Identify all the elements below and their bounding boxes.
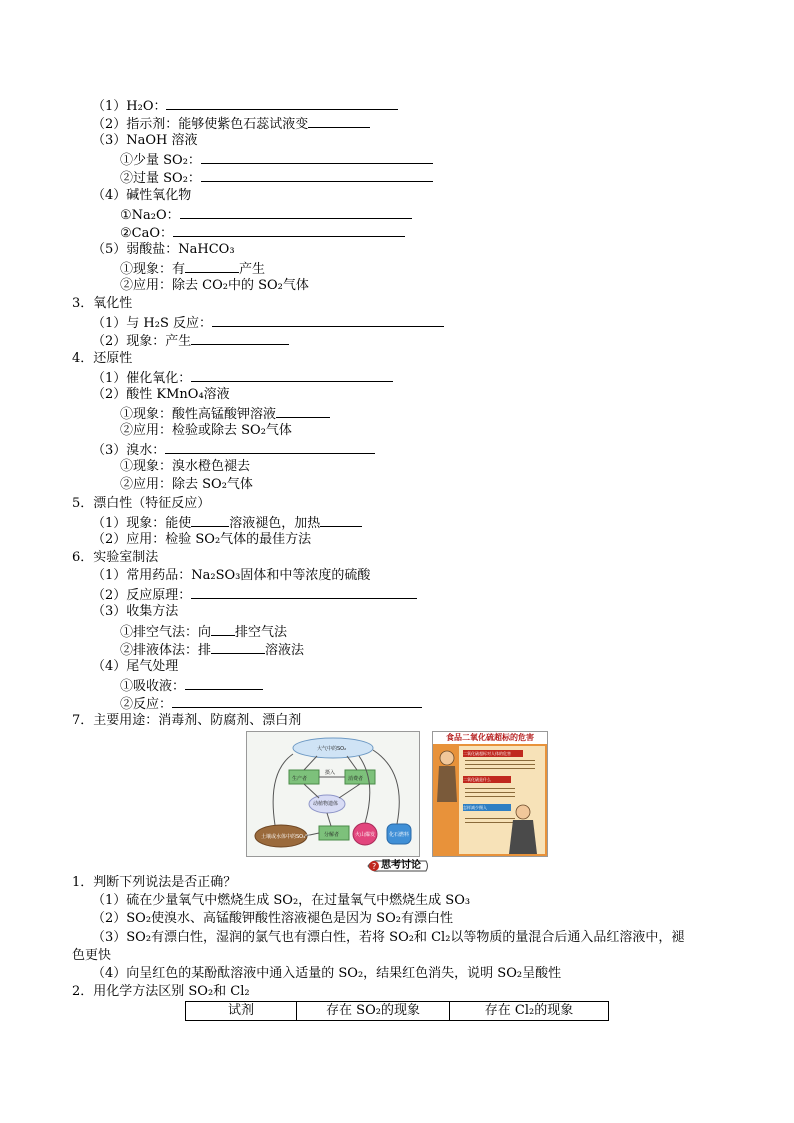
answer-blank[interactable] (191, 368, 393, 382)
answer-blank[interactable] (191, 331, 289, 345)
s4-2-line: （2）酸性 KMnO₄溶液 (92, 387, 230, 402)
table-header-cell: 存在 Cl₂的现象 (450, 1002, 609, 1021)
table-header-row (186, 1002, 609, 1021)
s3-2-line: （2）现象：产生 (92, 331, 289, 348)
naoh-b-line: ②过量 SO₂： (120, 168, 433, 185)
answer-blank[interactable] (173, 223, 405, 237)
section-3-heading: 3．氧化性 (72, 296, 133, 311)
answer-blank[interactable] (212, 313, 444, 327)
weak-salt-line: （5）弱酸盐：NaHCO₃ (92, 242, 235, 257)
q1-3: （3）SO₂有漂白性，湿润的氯气也有漂白性，若将 SO₂和 Cl₂以等物质的量混合后通入品红溶液中，褪 (92, 930, 685, 945)
svg-text:?: ? (372, 862, 377, 871)
table-header-cell: 存在 SO₂的现象 (297, 1002, 450, 1021)
consumer-label: 消费者 (348, 776, 364, 782)
q1-3-cont: 色更快 (72, 948, 112, 963)
q1-2: （2）SO₂使溴水、高锰酸钾酸性溶液褪色是因为 SO₂有漂白性 (92, 911, 453, 926)
distinguish-table (185, 1001, 609, 1021)
sulfur-cycle-figure (246, 731, 420, 857)
volcano-label: 火山爆发 (355, 832, 376, 838)
naoh-a-line: ①少量 SO₂： (120, 150, 433, 167)
sulfur-dioxide-poster (432, 731, 548, 857)
s6-2-line: （2）反应原理： (92, 585, 417, 602)
answer-blank[interactable] (166, 96, 398, 110)
naoh-line: （3）NaOH 溶液 (92, 133, 198, 148)
s6-4-line: （4）尾气处理 (92, 659, 179, 674)
sulfur-cycle-diagram (247, 732, 419, 856)
answer-blank[interactable] (185, 676, 263, 690)
q1-heading: 1．判断下列说法是否正确？ (72, 875, 237, 890)
weak-a-line: ①现象：有 产生 (120, 259, 265, 276)
answer-blank[interactable] (191, 513, 229, 527)
s6-4a-line: ①吸收液： (120, 676, 263, 693)
cao-line: ②CaO： (120, 223, 405, 240)
section-7-heading: 7．主要用途：消毒剂、防腐剂、漂白剂 (72, 713, 302, 728)
q2-heading: 2．用化学方法区别 SO₂和 Cl₂ (72, 984, 250, 999)
section-5-heading: 5．漂白性（特征反应） (72, 496, 211, 511)
s4-3a-line: ①现象：溴水橙色褪去 (120, 459, 251, 474)
decomposer-label: 分解者 (324, 832, 340, 838)
answer-blank[interactable] (308, 114, 370, 128)
indicator-line: （2）指示剂：能够使紫色石蕊试液变 (92, 114, 370, 131)
s4-1-line: （1）催化氧化： (92, 368, 393, 385)
s6-3-line: （3）收集方法 (92, 604, 179, 619)
h2o-line: （1）H₂O： (92, 96, 398, 113)
table-header-cell: 试剂 (186, 1002, 297, 1021)
s4-2b-line: ②应用：检验或除去 SO₂气体 (120, 423, 292, 438)
soil-label: 土壤或水体中的SO₄²⁻ (261, 834, 310, 840)
poster-note-2: 二氧化硫是什么 (463, 776, 511, 783)
answer-blank[interactable] (320, 513, 362, 527)
s6-4b-line: ②反应： (120, 694, 422, 711)
poster-figure-illustration (433, 732, 547, 856)
answer-blank[interactable] (165, 440, 375, 454)
badge-label: 思考讨论 (381, 860, 421, 871)
q1-1: （1）硫在少量氧气中燃烧生成 SO₂，在过量氧气中燃烧生成 SO₃ (92, 893, 471, 908)
basic-oxide-line: （4）碱性氧化物 (92, 188, 192, 203)
eat-label: 摄入 (325, 770, 336, 776)
poster-title: 食品二氧化硫超标的危害 (433, 732, 547, 744)
s5-1-line: （1）现象：能使 溶液褪色，加热 (92, 513, 362, 530)
poster-note-3: 怎样减少摄入 (463, 804, 511, 811)
fuel-label: 化石燃料 (389, 832, 410, 838)
s3-1-line: （1）与 H₂S 反应： (92, 313, 444, 330)
answer-blank[interactable] (211, 622, 235, 636)
remains-label: 动植物遗体 (313, 801, 339, 807)
section-6-heading: 6．实验室制法 (72, 550, 159, 565)
atmosphere-label: 大气中的SO₂ (317, 746, 347, 752)
s5-2-line: （2）应用：检验 SO₂气体的最佳方法 (92, 532, 312, 547)
answer-blank[interactable] (172, 694, 422, 708)
s6-3b-line: ②排液体法：排 溶液法 (120, 640, 304, 657)
answer-blank[interactable] (185, 259, 239, 273)
poster-note-1: 二氧化硫超标对人体的危害 (463, 750, 523, 757)
weak-b-line: ②应用：除去 CO₂中的 SO₂气体 (120, 278, 309, 293)
s4-2a-line: ①现象：酸性高锰酸钾溶液 (120, 404, 330, 421)
answer-blank[interactable] (180, 205, 412, 219)
s6-3a-line: ①排空气法：向 排空气法 (120, 622, 287, 639)
na2o-line: ①Na₂O： (120, 205, 412, 222)
answer-blank[interactable] (211, 640, 265, 654)
s4-3-line: （3）溴水： (92, 440, 375, 457)
s4-3b-line: ②应用：除去 SO₂气体 (120, 477, 253, 492)
discussion-badge (366, 858, 430, 874)
producer-label: 生产者 (292, 776, 308, 782)
q1-4: （4）向呈红色的某酚酞溶液中通入适量的 SO₂，结果红色消失，说明 SO₂呈酸性 (92, 966, 562, 981)
answer-blank[interactable] (276, 404, 330, 418)
section-4-heading: 4．还原性 (72, 351, 133, 366)
answer-blank[interactable] (201, 168, 433, 182)
answer-blank[interactable] (201, 150, 433, 164)
s6-1-line: （1）常用药品：Na₂SO₃固体和中等浓度的硫酸 (92, 568, 371, 583)
answer-blank[interactable] (191, 585, 417, 599)
